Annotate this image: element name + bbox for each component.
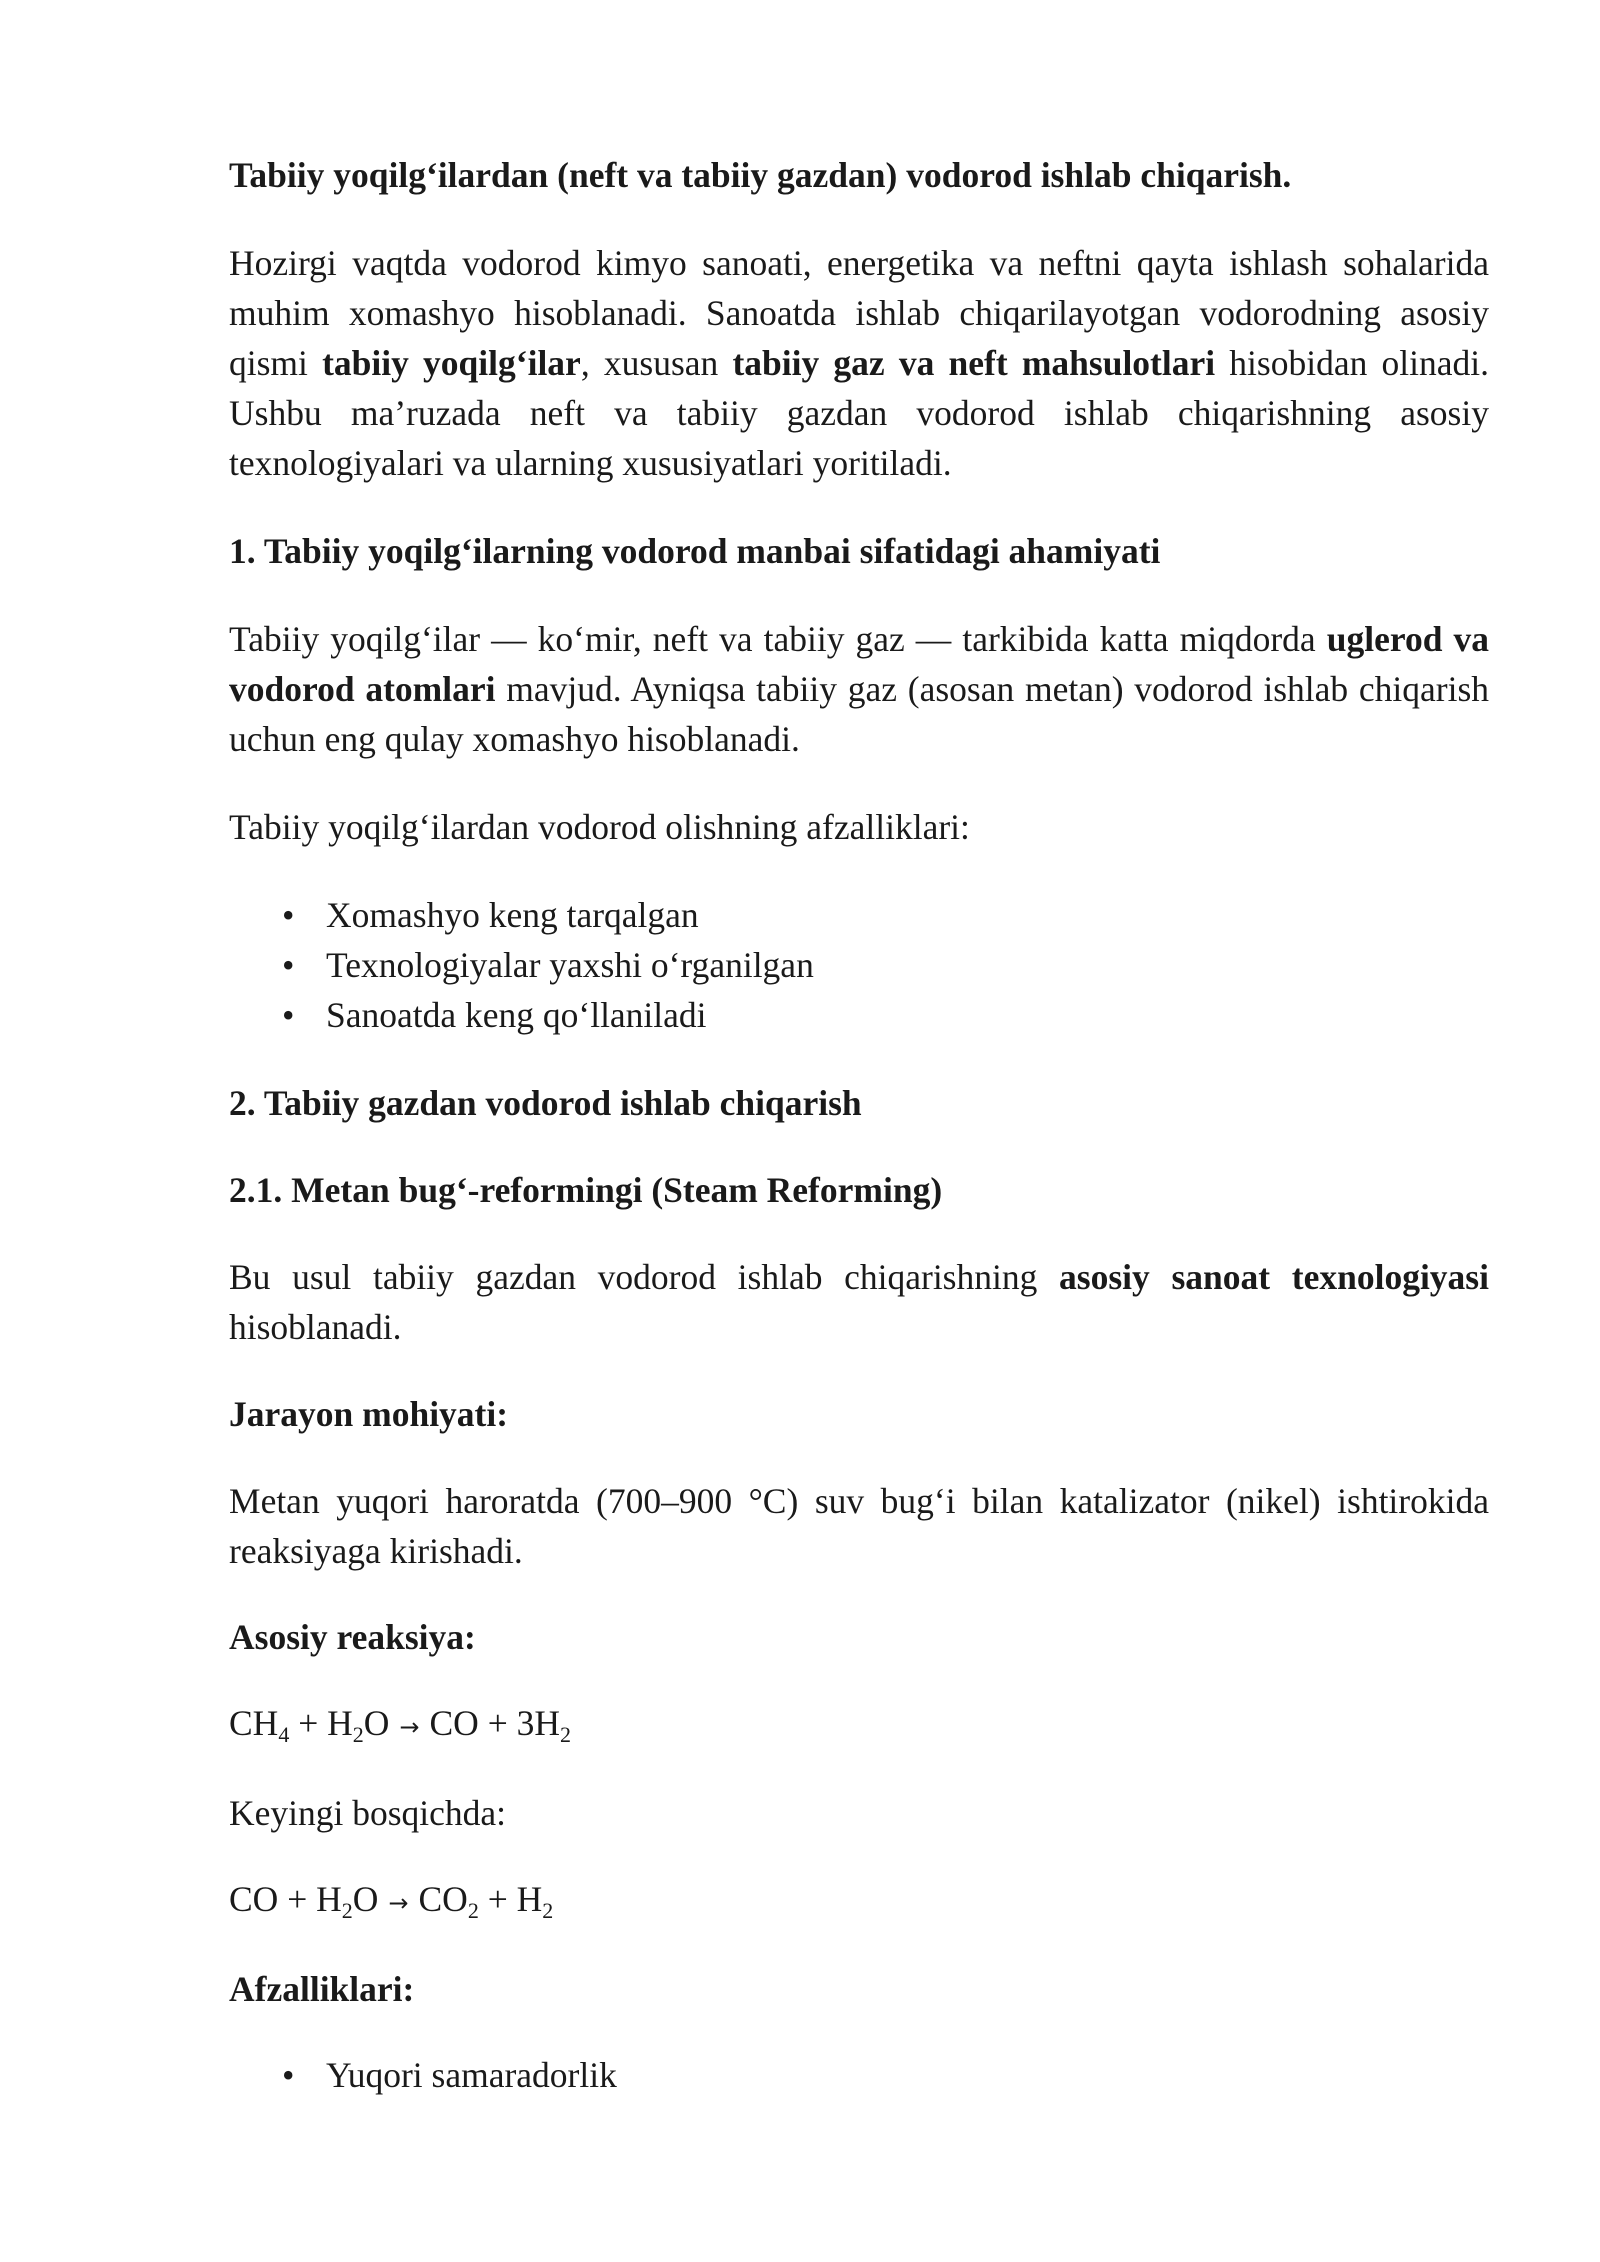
s2-bold-1: asosiy sanoat texnologiyasi — [1059, 1257, 1489, 1297]
list-item — [229, 940, 1489, 990]
eq1-subscript: 2 — [352, 1722, 364, 1747]
list-item — [229, 890, 1489, 940]
section-2-1-paragraph — [229, 1252, 1489, 1352]
s1-bold-1: uglerod va vodorod atomlari — [229, 619, 1489, 709]
eq1-plus: + — [289, 1703, 328, 1743]
bullet-icon: • — [282, 2055, 295, 2095]
intro-bold-1: tabiiy yoqilg‘ilar — [322, 343, 581, 383]
advantages-2-list — [229, 2050, 1489, 2100]
arrow-icon: → — [399, 1713, 420, 1741]
advantages-label: Afzalliklari: — [229, 1969, 415, 2009]
reaction-label: Asosiy reaksiya: — [229, 1617, 476, 1657]
essence-text: Metan yuqori haroratda (700–900 °C) suv bug‘i bilan katalizator (nikel) ishtirokida reaksiyaga kirishadi. — [229, 1481, 1489, 1571]
section-1-heading: 1. Tabiiy yoqilg‘ilarning vodorod manbai sifatidagi ahamiyati — [229, 531, 1161, 571]
s1-text-1: Tabiiy yoqilg‘ilar — ko‘mir, neft va tabiiy gaz — tarkibida katta miqdorda — [229, 619, 1327, 659]
arrow-icon: → — [388, 1889, 409, 1917]
eq2-subscript: 2 — [542, 1898, 554, 1923]
bullet-icon: • — [282, 945, 295, 985]
intro-paragraph — [229, 238, 1489, 488]
intro-bold-2: tabiiy gaz va neft mahsulotlari — [732, 343, 1216, 383]
eq1-reactant-2: H — [327, 1703, 353, 1743]
reaction-equation-2 — [229, 1874, 1489, 1928]
list-item-text: Texnologiyalar yaxshi o‘rganilgan — [326, 945, 814, 985]
eq2-product-2: + H — [478, 1879, 543, 1919]
section-1-paragraph — [229, 614, 1489, 764]
reaction-equation-1 — [229, 1698, 1489, 1752]
bullet-icon: • — [282, 895, 295, 935]
eq1-reactant-2-tail: O — [363, 1703, 390, 1743]
eq1-products: CO + 3H — [429, 1703, 560, 1743]
document-title: Tabiiy yoqilg‘ilardan (neft va tabiiy gazdan) vodorod ishlab chiqarish. — [229, 155, 1292, 195]
s2-text-1: Bu usul tabiiy gazdan vodorod ishlab chiqarishning — [229, 1257, 1060, 1297]
intro-text-3: hisobidan olinadi. Ushbu ma’ruzada neft va tabiiy gazdan vodorod ishlab chiqarishning asosiy texnologiyalari va ularning xususiyatlari yoritiladi. — [229, 343, 1489, 483]
next-stage-text: Keyingi bosqichda: — [229, 1793, 507, 1833]
essence-label: Jarayon mohiyati: — [229, 1394, 509, 1434]
eq2-subscript: 2 — [341, 1898, 353, 1923]
intro-text-1: Hozirgi vaqtda vodorod kimyo sanoati, energetika va neftni qayta ishlash sohalarida muhim xomashyo hisoblanadi. Sanoatda ishlab chiqarilayotgan vodorodning asosiy qismi — [229, 243, 1489, 383]
intro-text-2: , xususan — [580, 343, 733, 383]
list-item — [229, 2050, 1489, 2100]
bullet-icon: • — [282, 995, 295, 1035]
list-item-text: Sanoatda keng qo‘llaniladi — [326, 995, 707, 1035]
eq1-reactant-1: CH — [229, 1703, 279, 1743]
section-2-1-heading: 2.1. Metan bug‘-reformingi (Steam Reforming) — [229, 1170, 943, 1210]
eq2-product-1: CO — [418, 1879, 468, 1919]
list-item-text: Xomashyo keng tarqalgan — [326, 895, 699, 935]
s2-text-2: hisoblanadi. — [229, 1307, 402, 1347]
eq1-subscript: 2 — [559, 1722, 571, 1747]
s1-text-2: mavjud. Ayniqsa tabiiy gaz (asosan metan) vodorod ishlab chiqarish uchun eng qulay xomashyo hisoblanadi. — [229, 669, 1490, 759]
document-page — [229, 150, 1489, 2100]
eq2-reactants: CO + H — [229, 1879, 342, 1919]
eq2-subscript: 2 — [467, 1898, 479, 1923]
advantages-intro: Tabiiy yoqilg‘ilardan vodorod olishning afzalliklari: — [229, 807, 970, 847]
section-2-heading: 2. Tabiiy gazdan vodorod ishlab chiqarish — [229, 1083, 862, 1123]
list-item-text: Yuqori samaradorlik — [326, 2055, 617, 2095]
advantages-list — [229, 890, 1489, 1040]
eq2-reactants-tail: O — [352, 1879, 379, 1919]
eq1-subscript: 4 — [278, 1722, 290, 1747]
list-item — [229, 990, 1489, 1040]
